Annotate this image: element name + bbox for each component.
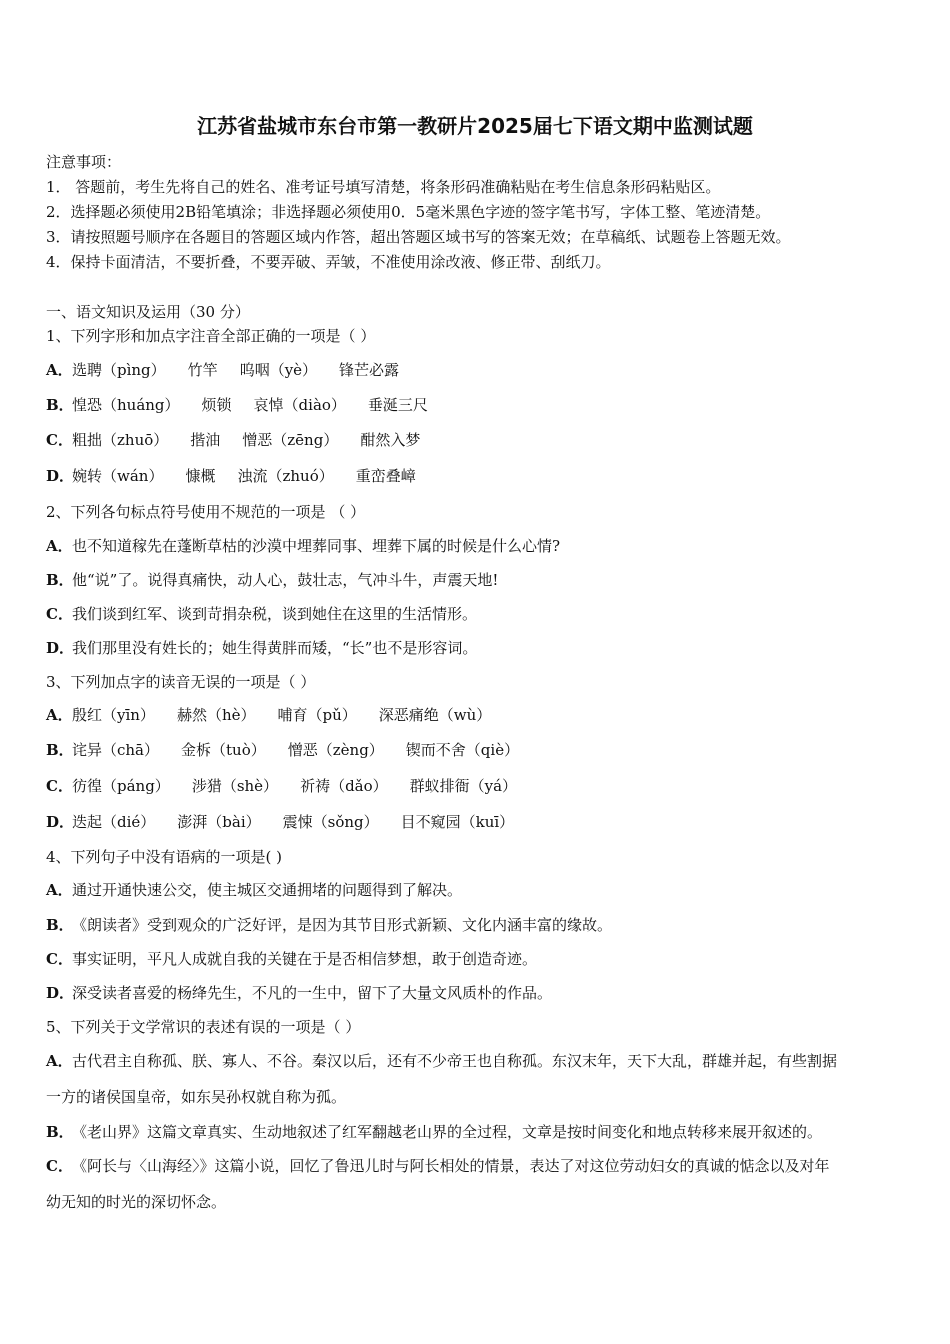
option-item: 祈祷（dǎo） bbox=[300, 777, 388, 795]
option-text: 古代君主自称孤、朕、寡人、不谷。秦汉以后，还有不少帝王也自称孤。东汉末年，天下大乱，群雄并起，有些割据 bbox=[72, 1052, 838, 1070]
option-item: 垂涎三尺 bbox=[367, 396, 428, 414]
notes-heading: 注意事项： bbox=[46, 153, 122, 171]
question-stem: 1、下列字形和加点字注音全部正确的一项是（ ） bbox=[46, 327, 376, 345]
option-label: C． bbox=[46, 431, 73, 449]
option-label: A． bbox=[46, 706, 73, 724]
option-label: D． bbox=[46, 984, 75, 1002]
note-item: 2．选择题必须使用2B铅笔填涂；非选择题必须使用0．5毫米黑色字迹的签字笔书写，字体工整、笔迹清楚。 bbox=[46, 203, 771, 221]
option-label: B． bbox=[46, 1123, 74, 1141]
option-item: 震悚（sǒng） bbox=[282, 813, 379, 831]
option-label: C． bbox=[46, 777, 73, 795]
option-item: 锋芒必露 bbox=[339, 361, 400, 379]
option-row bbox=[46, 740, 541, 760]
option-row bbox=[46, 638, 477, 658]
note-item: 3．请按照题号顺序在各题目的答题区域内作答，超出答题区域书写的答案无效；在草稿纸、试题卷上答题无效。 bbox=[46, 228, 791, 246]
option-label: C． bbox=[46, 605, 73, 623]
option-label: A． bbox=[46, 537, 73, 555]
option-row bbox=[46, 1156, 830, 1176]
option-label: D． bbox=[46, 813, 75, 831]
option-item: 哀悼（diào） bbox=[253, 396, 346, 414]
option-item: 惶恐（huáng） bbox=[72, 396, 180, 414]
option-item: 殷红（yīn） bbox=[72, 706, 155, 724]
option-label: C． bbox=[46, 1157, 73, 1175]
option-text: 深受读者喜爱的杨绛先生，不凡的一生中，留下了大量文风质朴的作品。 bbox=[72, 984, 553, 1002]
option-label: B． bbox=[46, 571, 74, 589]
section-heading: 一、语文知识及运用（30 分） bbox=[46, 303, 250, 321]
option-label: A． bbox=[46, 1052, 73, 1070]
option-row bbox=[46, 1051, 837, 1071]
option-row bbox=[46, 776, 539, 796]
option-label: C． bbox=[46, 950, 73, 968]
option-item: 婉转（wán） bbox=[72, 467, 164, 485]
option-text-continued: 幼无知的时光的深切怀念。 bbox=[46, 1193, 227, 1211]
option-row bbox=[46, 466, 438, 486]
option-item: 涉猎（shè） bbox=[191, 777, 279, 795]
option-item: 酣然入梦 bbox=[360, 431, 421, 449]
option-item: 目不窥园（kuī） bbox=[400, 813, 515, 831]
option-text: 他“说”了。说得真痛快，动人心，鼓壮志，气冲斗牛，声震天地! bbox=[72, 571, 499, 589]
option-item: 慷概 bbox=[185, 467, 216, 485]
option-item: 迭起（dié） bbox=[72, 813, 156, 831]
option-item: 浊流（zhuó） bbox=[237, 467, 334, 485]
note-item: 4．保持卡面清洁，不要折叠，不要弄破、弄皱，不准使用涂改液、修正带、刮纸刀。 bbox=[46, 253, 611, 271]
option-text: 事实证明，平凡人成就自我的关键在于是否相信梦想，敢于创造奇迹。 bbox=[72, 950, 538, 968]
option-row bbox=[46, 949, 537, 969]
option-item: 诧异（chā） bbox=[72, 741, 160, 759]
option-label: A． bbox=[46, 361, 73, 379]
option-label: B． bbox=[46, 916, 74, 934]
option-row bbox=[46, 395, 450, 415]
option-text: 也不知道稼先在蓬断草枯的沙漠中埋葬同事、埋葬下属的时候是什么心情? bbox=[72, 537, 561, 555]
option-row bbox=[46, 705, 513, 725]
option-row bbox=[46, 536, 560, 556]
option-text-continued: 一方的诸侯国皇帝，如东吴孙权就自称为孤。 bbox=[46, 1088, 347, 1106]
option-row bbox=[46, 360, 421, 380]
option-label: B． bbox=[46, 741, 74, 759]
option-item: 金柝（tuò） bbox=[181, 741, 266, 759]
question-stem: 3、下列加点字的读音无误的一项是（ ） bbox=[46, 673, 316, 691]
option-text: 《老山界》这篇文章真实、生动地叙述了红军翻越老山界的全过程，文章是按时间变化和地点转移来展开叙述的。 bbox=[72, 1123, 823, 1141]
option-label: A． bbox=[46, 881, 73, 899]
option-item: 选聘（pìng） bbox=[72, 361, 166, 379]
note-item: 1． 答题前，考生先将自己的姓名、准考证号填写清楚，将条形码准确粘贴在考生信息条形码粘贴区。 bbox=[46, 178, 721, 196]
option-item: 呜咽（yè） bbox=[239, 361, 318, 379]
option-item: 重峦叠嶂 bbox=[355, 467, 416, 485]
option-label: D． bbox=[46, 639, 75, 657]
option-text: 通过开通快速公交，使主城区交通拥堵的问题得到了解决。 bbox=[72, 881, 463, 899]
option-row bbox=[46, 1122, 822, 1142]
option-text: 我们谈到红军、谈到苛捐杂税，谈到她住在这里的生活情形。 bbox=[72, 605, 478, 623]
option-text: 我们那里没有姓长的；她生得黄胖而矮，“长”也不是形容词。 bbox=[72, 639, 478, 657]
option-item: 澎湃（bài） bbox=[177, 813, 261, 831]
question-stem: 4、下列句子中没有语病的一项是( ) bbox=[46, 848, 283, 866]
question-stem: 2、下列各句标点符号使用不规范的一项是 （ ） bbox=[46, 503, 366, 521]
option-item: 烦锁 bbox=[201, 396, 232, 414]
question-stem: 5、下列关于文学常识的表述有误的一项是（ ） bbox=[46, 1018, 361, 1036]
option-row bbox=[46, 430, 442, 450]
option-row bbox=[46, 915, 612, 935]
option-text: 《阿长与〈山海经〉》这篇小说，回忆了鲁迅儿时与阿长相处的情景，表达了对这位劳动妇女的真诚的惦念以及对年 bbox=[72, 1157, 830, 1175]
option-item: 深恶痛绝（wù） bbox=[378, 706, 492, 724]
option-item: 憎恶（zèng） bbox=[287, 741, 384, 759]
option-text: 《朗读者》受到观众的广泛好评，是因为其节目形式新颖、文化内涵丰富的缘故。 bbox=[72, 916, 613, 934]
option-row bbox=[46, 983, 552, 1003]
option-item: 赫然（hè） bbox=[176, 706, 256, 724]
option-row bbox=[46, 604, 477, 624]
option-row bbox=[46, 570, 498, 590]
option-item: 彷徨（páng） bbox=[72, 777, 170, 795]
option-item: 竹竿 bbox=[187, 361, 218, 379]
option-row bbox=[46, 880, 462, 900]
option-item: 哺育（pǔ） bbox=[277, 706, 357, 724]
page-title: 江苏省盐城市东台市第一教研片2025届七下语文期中监测试题 bbox=[197, 114, 753, 138]
option-row bbox=[46, 812, 536, 832]
option-item: 揩油 bbox=[190, 431, 221, 449]
option-label: B． bbox=[46, 396, 74, 414]
option-item: 粗拙（zhuō） bbox=[72, 431, 169, 449]
option-label: D． bbox=[46, 467, 75, 485]
option-item: 憎恶（zēng） bbox=[242, 431, 339, 449]
option-item: 锲而不舍（qiè） bbox=[405, 741, 520, 759]
option-item: 群蚁排衙（yá） bbox=[409, 777, 518, 795]
